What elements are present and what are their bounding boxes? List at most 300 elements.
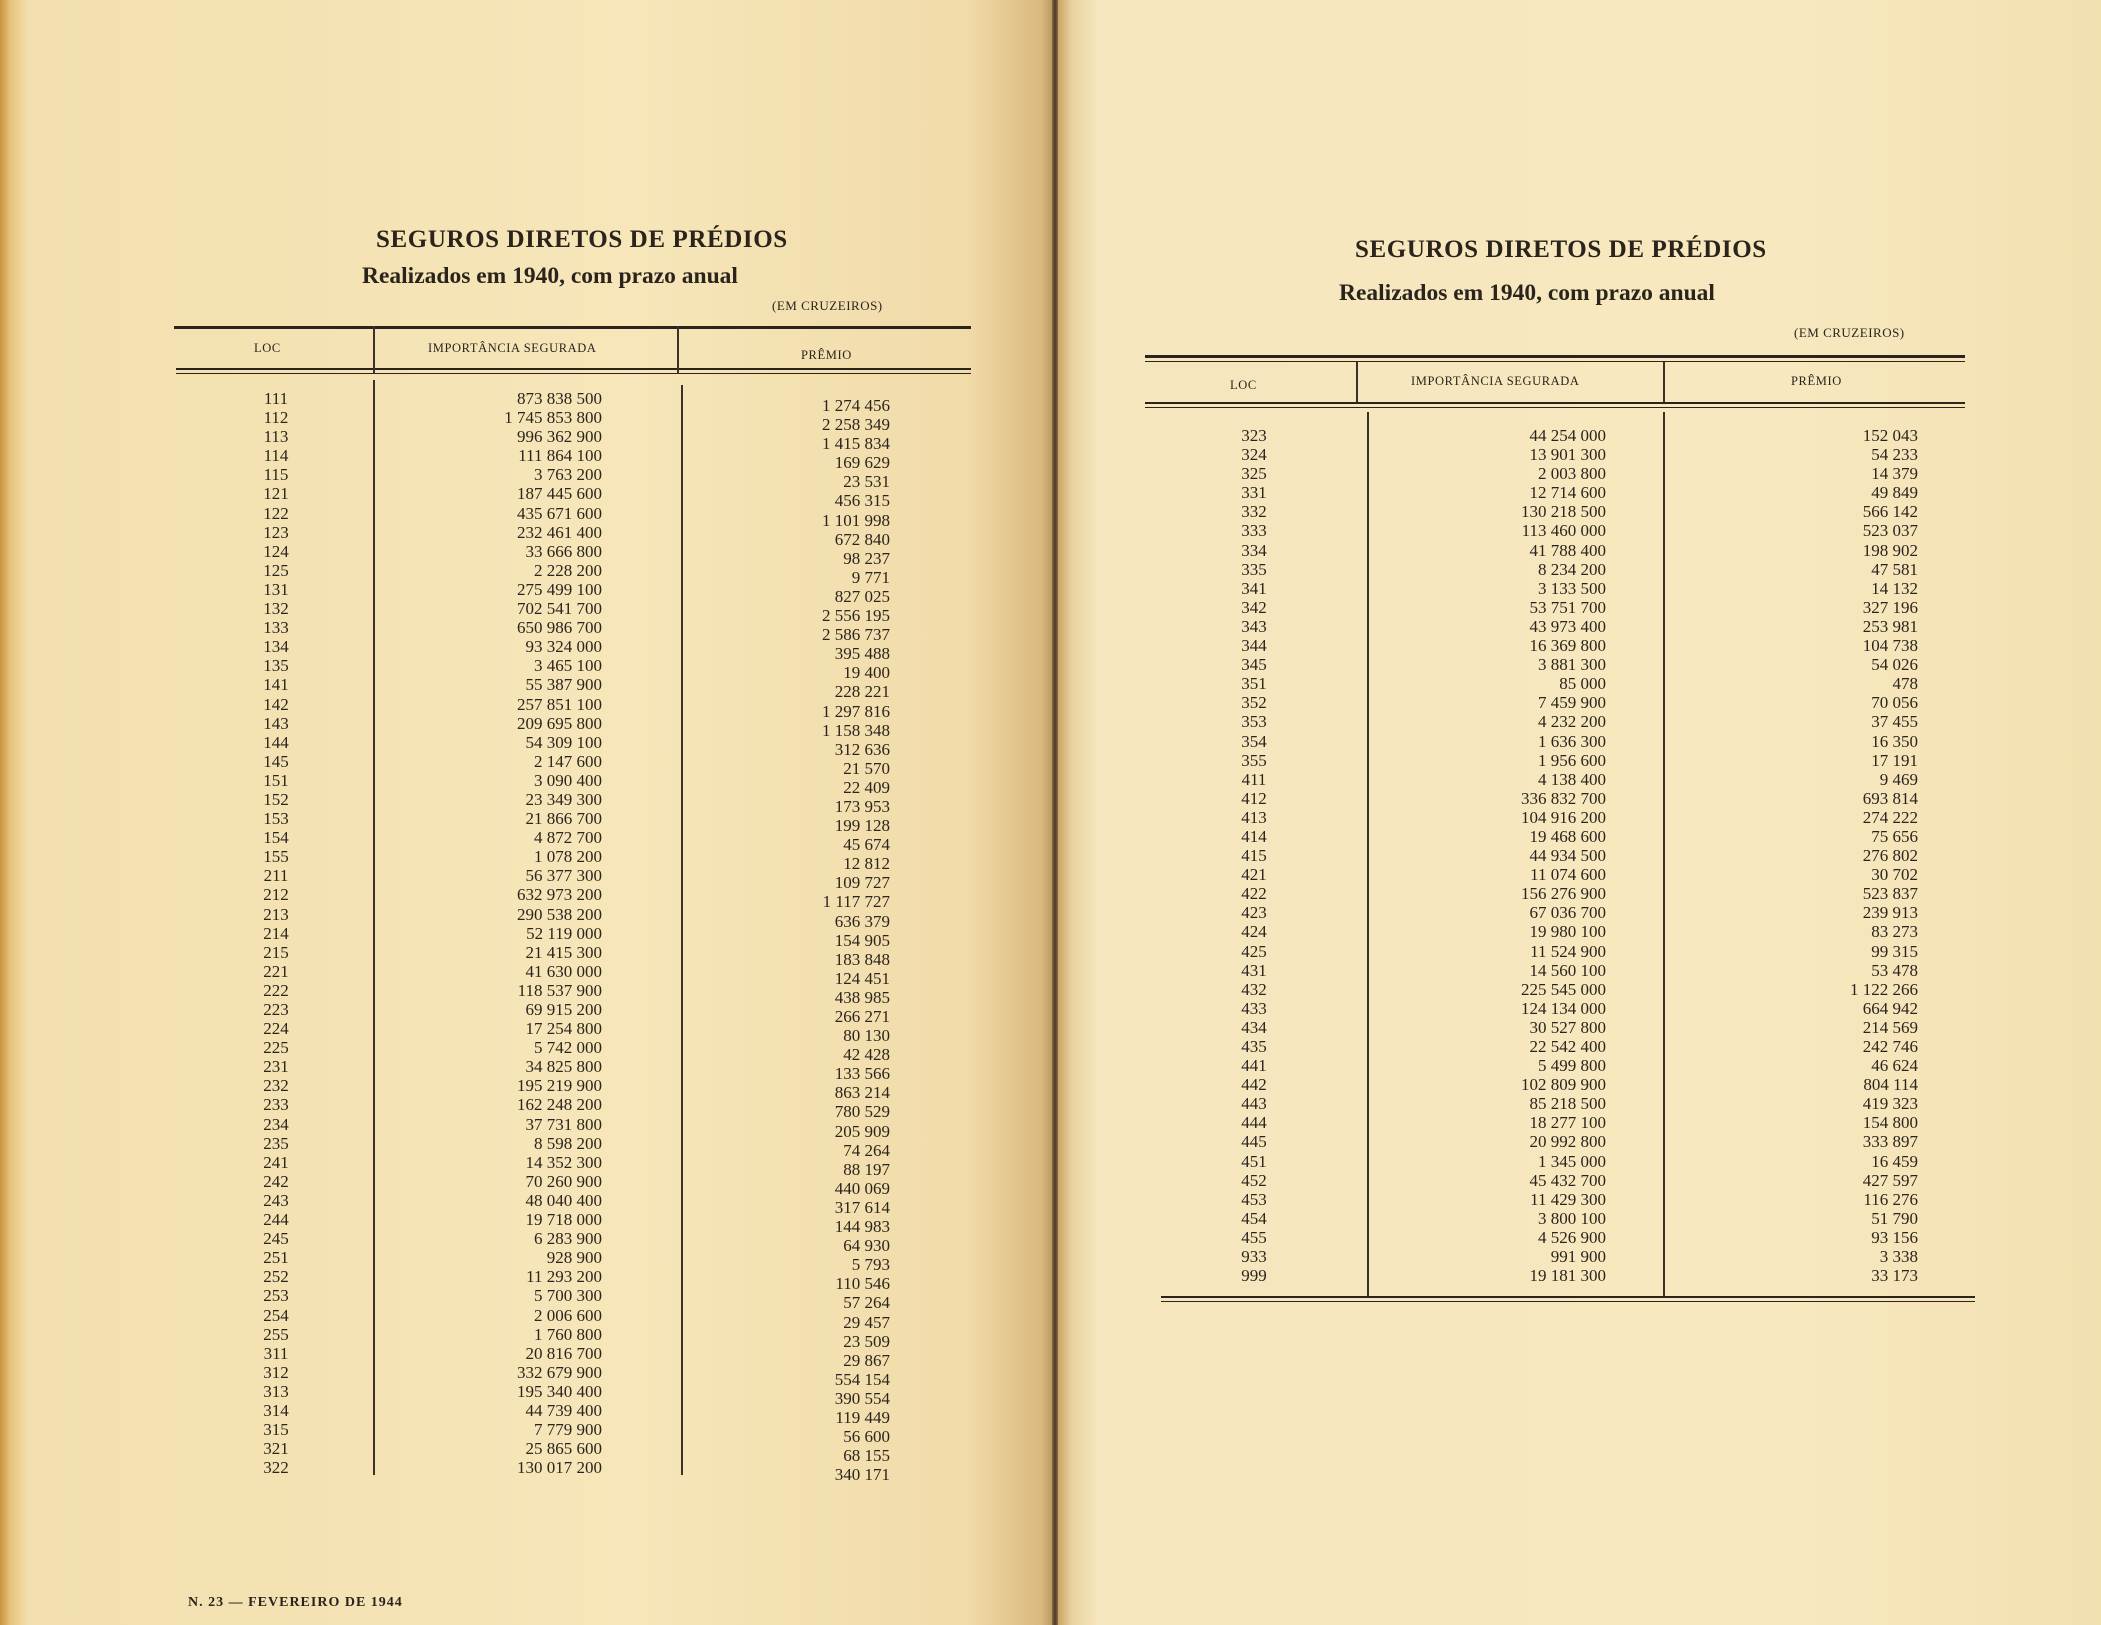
loc-cell: 441 [1241, 1056, 1267, 1076]
loc-cell: 352 [1241, 693, 1267, 713]
loc-cell: 244 [263, 1210, 289, 1230]
importancia-cell: 435 671 600 [517, 503, 602, 523]
premio-cell: 2 586 737 [822, 625, 890, 645]
importancia-cell: 996 362 900 [517, 427, 602, 447]
importancia-cell: 41 630 000 [525, 961, 602, 981]
currency-unit: (EM CRUZEIROS) [772, 298, 883, 313]
premio-cell: 133 566 [834, 1064, 890, 1084]
table-top-rule [174, 326, 971, 329]
premio-cell: 317 614 [834, 1197, 890, 1217]
importancia-cell: 130 218 500 [1521, 502, 1606, 522]
premio-cell: 242 746 [1862, 1037, 1918, 1056]
loc-cell: 341 [1241, 578, 1267, 598]
premio-cell: 46 624 [1871, 1056, 1918, 1076]
importancia-cell: 14 560 100 [1529, 960, 1606, 980]
premio-cell: 19 400 [843, 663, 890, 683]
loc-cell: 442 [1241, 1075, 1267, 1095]
premio-cell: 47 581 [1871, 559, 1918, 579]
loc-cell: 342 [1241, 597, 1267, 617]
loc-cell: 999 [1241, 1266, 1267, 1286]
loc-cell: 324 [1241, 445, 1267, 465]
loc-cell: 312 [263, 1362, 289, 1382]
loc-cell: 313 [263, 1381, 289, 1401]
premio-cell: 636 379 [834, 911, 890, 931]
loc-cell: 254 [263, 1305, 289, 1325]
loc-cell: 413 [1241, 807, 1267, 827]
premio-cell: 54 233 [1871, 445, 1918, 465]
importancia-cell: 5 742 000 [534, 1038, 602, 1058]
importancia-cell: 3 800 100 [1538, 1208, 1606, 1228]
loc-cell: 415 [1241, 846, 1267, 866]
premio-cell: 9 771 [851, 567, 890, 587]
importancia-cell: 111 864 100 [518, 446, 602, 466]
importancia-cell: 30 527 800 [1529, 1017, 1606, 1037]
column-header-loc: LOC [254, 341, 281, 355]
loc-cell: 351 [1241, 674, 1267, 694]
importancia-cell: 93 324 000 [525, 637, 602, 657]
loc-cell: 432 [1241, 979, 1267, 999]
loc-cell: 423 [1241, 903, 1267, 923]
page-subtitle: Realizados em 1940, com prazo anual [362, 263, 738, 289]
premio-cell: 124 451 [834, 968, 890, 988]
premio-cell: 98 237 [843, 548, 890, 568]
importancia-cell: 2 228 200 [534, 560, 602, 580]
premio-cell: 1 274 456 [822, 396, 890, 415]
currency-unit: (EM CRUZEIROS) [1794, 325, 1905, 340]
importancia-cell: 336 832 700 [1521, 788, 1606, 808]
premio-cell: 29 867 [843, 1350, 890, 1370]
importancia-cell: 1 745 853 800 [504, 408, 602, 428]
loc-cell: 152 [263, 789, 289, 809]
importancia-cell: 19 718 000 [525, 1210, 602, 1230]
loc-cell: 452 [1241, 1170, 1267, 1190]
premio-cell: 1 415 834 [822, 434, 890, 454]
importancia-cell: 54 309 100 [525, 732, 602, 752]
importancia-cell: 991 900 [1550, 1247, 1606, 1267]
importancia-cell: 67 036 700 [1529, 903, 1606, 923]
importancia-cell: 6 283 900 [534, 1229, 602, 1249]
premio-cell: 253 981 [1862, 616, 1918, 636]
premio-cell: 427 597 [1862, 1170, 1918, 1190]
loc-cell: 234 [263, 1114, 289, 1134]
loc-cell: 151 [263, 770, 289, 790]
premio-cell: 228 221 [834, 682, 890, 702]
importancia-cell: 41 788 400 [1529, 540, 1606, 560]
table-top-rule [1145, 355, 1965, 358]
page-title: SEGUROS DIRETOS DE PRÉDIOS [1355, 236, 1767, 263]
premio-cell: 14 379 [1871, 464, 1918, 484]
premio-cell: 109 727 [834, 873, 890, 893]
importancia-cell: 33 666 800 [525, 541, 602, 561]
importancia-cell: 5 499 800 [1538, 1056, 1606, 1076]
importancia-column [440, 389, 602, 1477]
importancia-cell: 3 763 200 [534, 465, 602, 485]
premio-cell: 340 171 [834, 1465, 890, 1485]
premio-cell: 23 509 [843, 1331, 890, 1351]
premio-cell: 152 043 [1862, 426, 1918, 445]
importancia-cell: 21 415 300 [525, 942, 602, 962]
premio-cell: 80 130 [843, 1026, 890, 1046]
loc-cell: 142 [263, 694, 289, 714]
premio-cell: 42 428 [843, 1045, 890, 1065]
premio-cell: 390 554 [834, 1388, 890, 1408]
importancia-cell: 44 254 000 [1529, 426, 1606, 445]
column-divider [1663, 362, 1665, 402]
premio-cell: 110 546 [835, 1274, 890, 1294]
importancia-cell: 2 006 600 [534, 1305, 602, 1325]
importancia-cell: 52 119 000 [526, 923, 602, 943]
importancia-cell: 34 825 800 [525, 1057, 602, 1077]
column-divider [1663, 412, 1665, 1296]
importancia-cell: 1 956 600 [1538, 750, 1606, 770]
importancia-cell: 56 377 300 [525, 866, 602, 886]
loc-cell: 214 [263, 923, 289, 943]
loc-cell: 121 [263, 484, 289, 504]
loc-cell: 251 [263, 1248, 289, 1268]
right-page [1058, 0, 2101, 1625]
loc-cell: 354 [1241, 731, 1267, 751]
premio-cell: 70 056 [1871, 693, 1918, 713]
premio-cell: 21 570 [843, 758, 890, 778]
importancia-cell: 25 865 600 [525, 1439, 602, 1459]
premio-cell: 53 478 [1871, 960, 1918, 980]
importancia-cell: 17 254 800 [525, 1019, 602, 1039]
importancia-cell: 11 429 300 [1530, 1189, 1606, 1209]
importancia-cell: 113 460 000 [1521, 521, 1606, 541]
loc-cell: 314 [263, 1400, 289, 1420]
premio-cell: 554 154 [834, 1369, 890, 1389]
importancia-cell: 3 881 300 [1538, 655, 1606, 675]
premio-cell: 119 449 [835, 1407, 890, 1427]
loc-cell: 154 [263, 828, 289, 848]
premio-cell: 68 155 [843, 1446, 890, 1466]
premio-cell: 333 897 [1862, 1132, 1918, 1152]
importancia-cell: 43 973 400 [1529, 616, 1606, 636]
page-footer: N. 23 — FEVEREIRO DE 1944 [188, 1595, 403, 1610]
page-subtitle: Realizados em 1940, com prazo anual [1339, 280, 1715, 306]
loc-cell: 311 [263, 1343, 289, 1363]
importancia-cell: 3 133 500 [1538, 578, 1606, 598]
importancia-cell: 19 980 100 [1529, 922, 1606, 942]
premio-cell: 45 674 [843, 835, 890, 855]
premio-cell: 1 297 816 [822, 701, 890, 721]
importancia-cell: 102 809 900 [1521, 1075, 1606, 1095]
importancia-cell: 85 000 [1559, 674, 1606, 694]
importancia-cell: 1 636 300 [1538, 731, 1606, 751]
importancia-cell: 3 465 100 [534, 656, 602, 676]
premio-cell: 16 459 [1871, 1151, 1918, 1171]
loc-cell: 332 [1241, 502, 1267, 522]
importancia-cell: 2 147 600 [534, 751, 602, 771]
premio-cell: 57 264 [843, 1293, 890, 1313]
loc-cell: 445 [1241, 1132, 1267, 1152]
premio-cell: 312 636 [834, 739, 890, 759]
column-header-premio: PRÊMIO [1791, 374, 1842, 388]
loc-column [1214, 426, 1294, 1285]
loc-cell: 223 [263, 1000, 289, 1019]
premio-cell: 93 156 [1871, 1227, 1918, 1247]
loc-cell: 153 [263, 809, 289, 829]
premio-cell: 99 315 [1871, 941, 1918, 961]
importancia-cell: 104 916 200 [1521, 807, 1606, 827]
importancia-cell: 20 992 800 [1529, 1132, 1606, 1152]
premio-cell: 30 702 [1871, 865, 1918, 885]
importancia-cell: 37 731 800 [525, 1114, 602, 1134]
loc-cell: 245 [263, 1229, 289, 1249]
premio-cell: 780 529 [834, 1102, 890, 1122]
loc-cell: 414 [1241, 826, 1267, 846]
column-divider [677, 326, 679, 374]
importancia-cell: 45 432 700 [1529, 1170, 1606, 1190]
premio-cell: 2 258 349 [822, 415, 890, 435]
importancia-cell: 11 074 600 [1530, 865, 1606, 885]
loc-cell: 115 [263, 465, 289, 485]
loc-cell: 231 [263, 1057, 289, 1077]
loc-cell: 334 [1241, 540, 1267, 560]
importancia-cell: 55 387 900 [525, 675, 602, 695]
table-header-rule [176, 368, 971, 370]
importancia-cell: 187 445 600 [517, 484, 602, 504]
premio-column [1778, 426, 1918, 1285]
premio-cell: 327 196 [1862, 597, 1918, 617]
importancia-cell: 1 760 800 [534, 1324, 602, 1344]
importancia-cell: 702 541 700 [517, 599, 602, 619]
premio-cell: 169 629 [834, 453, 890, 473]
loc-cell: 433 [1241, 998, 1267, 1018]
loc-cell: 144 [263, 732, 289, 752]
importancia-cell: 20 816 700 [525, 1343, 602, 1363]
importancia-cell: 4 232 200 [1538, 712, 1606, 732]
loc-cell: 435 [1241, 1037, 1267, 1056]
importancia-cell: 275 499 100 [517, 579, 602, 599]
page-title: SEGUROS DIRETOS DE PRÉDIOS [376, 226, 788, 253]
premio-cell: 116 276 [1863, 1189, 1918, 1209]
loc-cell: 451 [1241, 1151, 1267, 1171]
loc-cell: 322 [263, 1458, 289, 1478]
importancia-cell: 3 090 400 [534, 770, 602, 790]
loc-cell: 241 [263, 1152, 289, 1172]
premio-cell: 29 457 [843, 1312, 890, 1332]
column-divider [373, 326, 375, 374]
loc-cell: 212 [263, 885, 289, 905]
column-divider [681, 385, 683, 1475]
premio-cell: 274 222 [1862, 807, 1918, 827]
loc-cell: 123 [263, 522, 289, 542]
premio-cell: 88 197 [843, 1159, 890, 1179]
loc-cell: 141 [263, 675, 289, 695]
loc-cell: 315 [263, 1420, 289, 1440]
column-header-loc: LOC [1230, 378, 1257, 392]
loc-cell: 242 [263, 1171, 289, 1191]
importancia-cell: 650 986 700 [517, 618, 602, 638]
loc-cell: 333 [1241, 521, 1267, 541]
column-header-importancia: IMPORTÂNCIA SEGURADA [428, 341, 597, 355]
premio-cell: 56 600 [843, 1427, 890, 1447]
loc-cell: 125 [263, 560, 289, 580]
premio-cell: 37 455 [1871, 712, 1918, 732]
importancia-cell: 70 260 900 [525, 1171, 602, 1191]
loc-cell: 135 [263, 656, 289, 676]
loc-cell: 343 [1241, 616, 1267, 636]
premio-cell: 104 738 [1862, 636, 1918, 656]
importancia-cell: 1 345 000 [1538, 1151, 1606, 1171]
premio-cell: 173 953 [834, 796, 890, 816]
loc-cell: 453 [1241, 1189, 1267, 1209]
column-header-importancia: IMPORTÂNCIA SEGURADA [1411, 374, 1580, 388]
premio-cell: 395 488 [834, 644, 890, 664]
premio-cell: 1 117 727 [822, 892, 890, 912]
loc-cell: 221 [263, 961, 289, 981]
premio-cell: 239 913 [1862, 903, 1918, 923]
importancia-cell: 11 293 200 [526, 1267, 602, 1287]
loc-cell: 345 [1241, 655, 1267, 675]
importancia-cell: 4 138 400 [1538, 769, 1606, 789]
importancia-cell: 85 218 500 [1529, 1094, 1606, 1114]
loc-cell: 224 [263, 1019, 289, 1039]
premio-cell: 33 173 [1871, 1266, 1918, 1286]
importancia-cell: 225 545 000 [1521, 979, 1606, 999]
importancia-cell: 2 003 800 [1538, 464, 1606, 484]
table-header-rule [176, 373, 971, 374]
importancia-cell: 11 524 900 [1530, 941, 1606, 961]
loc-cell: 235 [263, 1133, 289, 1153]
loc-cell: 253 [263, 1286, 289, 1306]
premio-cell: 566 142 [1862, 502, 1918, 522]
table-header-rule [1145, 402, 1965, 404]
loc-cell: 454 [1241, 1208, 1267, 1228]
column-header-premio: PRÊMIO [801, 348, 852, 362]
importancia-cell: 928 900 [546, 1248, 602, 1268]
importancia-column [1436, 426, 1606, 1285]
loc-cell: 455 [1241, 1227, 1267, 1247]
premio-cell: 54 026 [1871, 655, 1918, 675]
loc-cell: 122 [263, 503, 289, 523]
loc-cell: 325 [1241, 464, 1267, 484]
importancia-cell: 4 872 700 [534, 828, 602, 848]
column-divider [1367, 412, 1369, 1296]
loc-cell: 424 [1241, 922, 1267, 942]
premio-cell: 276 802 [1862, 846, 1918, 866]
loc-cell: 344 [1241, 636, 1267, 656]
loc-cell: 425 [1241, 941, 1267, 961]
importancia-cell: 195 340 400 [517, 1381, 602, 1401]
loc-cell: 411 [1241, 769, 1267, 789]
loc-cell: 213 [263, 904, 289, 924]
importancia-cell: 332 679 900 [517, 1362, 602, 1382]
loc-cell: 421 [1241, 865, 1267, 885]
importancia-cell: 19 181 300 [1529, 1266, 1606, 1286]
loc-cell: 233 [263, 1095, 289, 1115]
importancia-cell: 290 538 200 [517, 904, 602, 924]
loc-cell: 145 [263, 751, 289, 771]
table-top-rule [1145, 361, 1965, 362]
premio-cell: 75 656 [1871, 826, 1918, 846]
premio-cell: 154 800 [1862, 1113, 1918, 1133]
loc-cell: 434 [1241, 1017, 1267, 1037]
importancia-cell: 257 851 100 [517, 694, 602, 714]
premio-cell: 144 983 [834, 1217, 890, 1237]
loc-cell: 323 [1241, 426, 1267, 445]
premio-cell: 49 849 [1871, 483, 1918, 503]
loc-cell: 112 [263, 408, 289, 428]
importancia-cell: 14 352 300 [525, 1152, 602, 1172]
table-bottom-rule [1161, 1296, 1975, 1298]
premio-cell: 16 350 [1871, 731, 1918, 751]
loc-column [236, 389, 316, 1477]
loc-cell: 335 [1241, 559, 1267, 579]
column-divider [1356, 362, 1358, 402]
importancia-cell: 7 779 900 [534, 1420, 602, 1440]
importancia-cell: 156 276 900 [1521, 884, 1606, 904]
loc-cell: 933 [1241, 1247, 1267, 1267]
importancia-cell: 130 017 200 [517, 1458, 602, 1478]
premio-cell: 863 214 [834, 1083, 890, 1103]
importancia-cell: 1 078 200 [534, 847, 602, 867]
premio-cell: 23 531 [843, 472, 890, 492]
loc-cell: 321 [263, 1439, 289, 1459]
premio-cell: 214 569 [1862, 1017, 1918, 1037]
premio-cell: 438 985 [834, 987, 890, 1007]
importancia-cell: 12 714 600 [1529, 483, 1606, 503]
premio-cell: 693 814 [1862, 788, 1918, 808]
premio-cell: 5 793 [851, 1255, 890, 1275]
loc-cell: 134 [263, 637, 289, 657]
premio-cell: 266 271 [834, 1007, 890, 1026]
premio-cell: 83 273 [1871, 922, 1918, 942]
table-bottom-rule [1161, 1301, 1975, 1302]
loc-cell: 113 [263, 427, 289, 447]
importancia-cell: 873 838 500 [517, 389, 602, 408]
importancia-cell: 5 700 300 [534, 1286, 602, 1306]
importancia-cell: 7 459 900 [1538, 693, 1606, 713]
loc-cell: 255 [263, 1324, 289, 1344]
premio-cell: 3 338 [1879, 1247, 1918, 1267]
premio-cell: 14 132 [1871, 578, 1918, 598]
importancia-cell: 16 369 800 [1529, 636, 1606, 656]
importancia-cell: 162 248 200 [517, 1095, 602, 1115]
premio-cell: 664 942 [1862, 998, 1918, 1018]
importancia-cell: 44 739 400 [525, 1400, 602, 1420]
importancia-cell: 53 751 700 [1529, 597, 1606, 617]
premio-cell: 478 [1892, 674, 1918, 694]
loc-cell: 114 [263, 446, 289, 466]
importancia-cell: 195 219 900 [517, 1076, 602, 1096]
loc-cell: 355 [1241, 750, 1267, 770]
importancia-cell: 8 234 200 [1538, 559, 1606, 579]
premio-cell: 183 848 [834, 949, 890, 969]
importancia-cell: 13 901 300 [1529, 445, 1606, 465]
loc-cell: 431 [1241, 960, 1267, 980]
premio-cell: 2 556 195 [822, 606, 890, 626]
loc-cell: 143 [263, 713, 289, 733]
premio-cell: 205 909 [834, 1121, 890, 1141]
importancia-cell: 8 598 200 [534, 1133, 602, 1153]
premio-cell: 523 037 [1862, 521, 1918, 541]
importancia-cell: 69 915 200 [525, 1000, 602, 1019]
premio-cell: 12 812 [843, 854, 890, 874]
loc-cell: 252 [263, 1267, 289, 1287]
premio-cell: 419 323 [1862, 1094, 1918, 1114]
premio-cell: 199 128 [834, 816, 890, 836]
premio-cell: 456 315 [834, 491, 890, 511]
loc-cell: 132 [263, 599, 289, 619]
loc-cell: 215 [263, 942, 289, 962]
importancia-cell: 118 537 900 [517, 980, 602, 1000]
importancia-cell: 22 542 400 [1529, 1037, 1606, 1056]
importancia-cell: 44 934 500 [1529, 846, 1606, 866]
importancia-cell: 4 526 900 [1538, 1227, 1606, 1247]
loc-cell: 225 [263, 1038, 289, 1058]
